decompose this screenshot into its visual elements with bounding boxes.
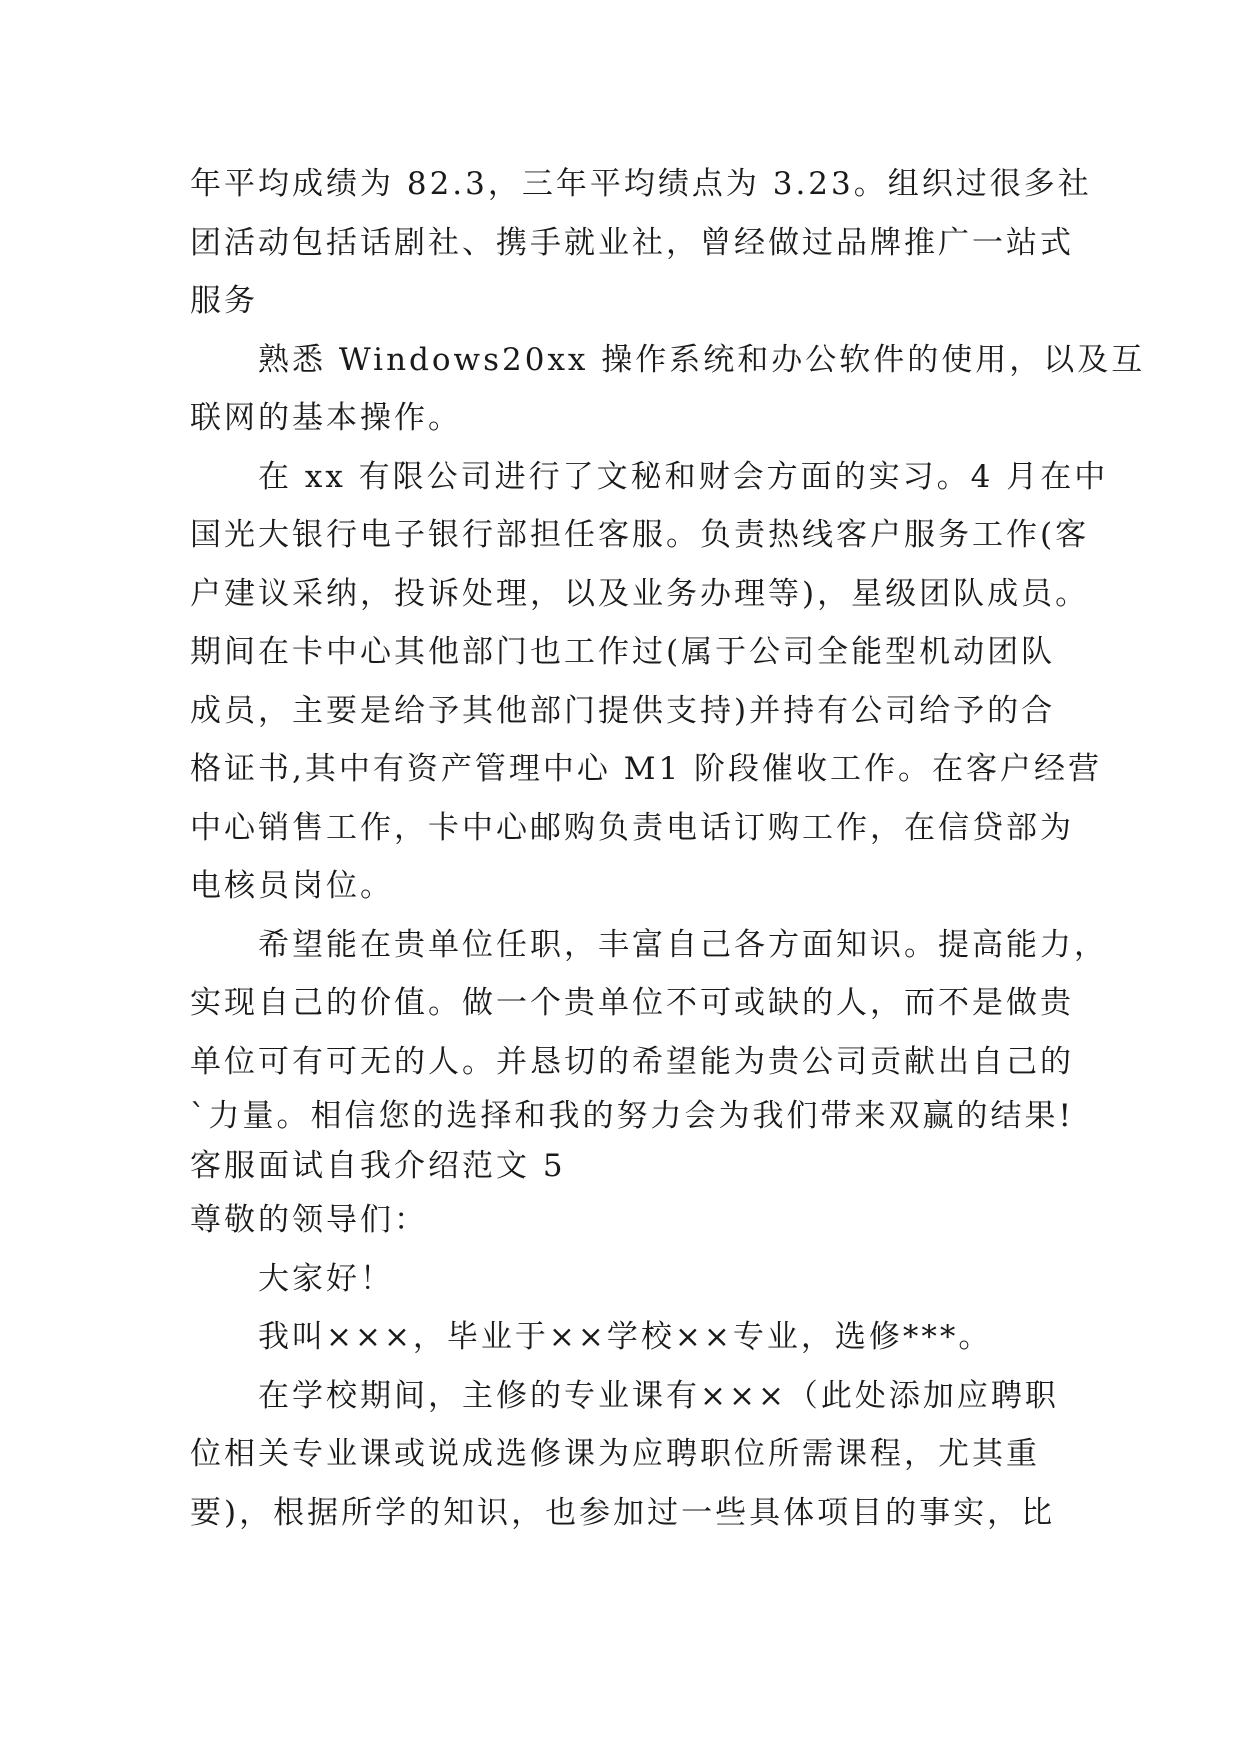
text-line: `力量。相信您的选择和我的努力会为我们带来双赢的结果! — [190, 1098, 1074, 1134]
text-line: 位相关专业课或说成选修课为应聘职位所需课程，尤其重 — [190, 1436, 1040, 1472]
paragraph-start-line: 希望能在贵单位任职，丰富自己各方面知识。提高能力， — [258, 926, 1108, 963]
text-line: 实现自己的价值。做一个贵单位不可或缺的人，而不是做贵 — [190, 985, 1074, 1021]
text-line: 服务 — [190, 283, 258, 319]
text-line: 年平均成绩为 82.3，三年平均绩点为 3.23。组织过很多社 — [190, 166, 1092, 202]
section-heading: 客服面试自我介绍范文 5 — [190, 1148, 566, 1184]
text-line: 期间在卡中心其他部门也工作过(属于公司全能型机动团队 — [190, 634, 1056, 670]
text-line: 团活动包括话剧社、携手就业社，曾经做过品牌推广一站式 — [190, 224, 1074, 261]
text-line: 联网的基本操作。 — [190, 400, 462, 436]
text-line: 中心销售工作，卡中心邮购负责电话订购工作，在信贷部为 — [190, 809, 1074, 846]
text-line: 成员，主要是给予其他部门提供支持)并持有公司给予的合 — [190, 692, 1056, 729]
greeting: 大家好！ — [258, 1260, 394, 1297]
text-line: 单位可有可无的人。并恳切的希望能为贵公司贡献出自己的 — [190, 1043, 1074, 1080]
text-line: 格证书,其中有资产管理中心 M1 阶段催收工作。在客户经营 — [190, 751, 1103, 787]
paragraph-start-line: 熟悉 Windows20xx 操作系统和办公软件的使用，以及互 — [258, 341, 1146, 378]
text-line: 要)，根据所学的知识，也参加过一些具体项目的事实，比 — [190, 1494, 1056, 1531]
paragraph-start-line: 在 xx 有限公司进行了文秘和财会方面的实习。4 月在中 — [258, 458, 1109, 495]
text-line: 电核员岗位。 — [190, 868, 394, 904]
paragraph-start-line: 我叫×××，毕业于××学校××专业，选修***。 — [258, 1319, 993, 1355]
document-body — [190, 155, 1146, 1542]
salutation: 尊敬的领导们： — [190, 1202, 428, 1238]
text-line: 国光大银行电子银行部担任客服。负责热线客户服务工作(客 — [190, 517, 1090, 553]
paragraph-start-line: 在学校期间，主修的专业课有×××（此处添加应聘职 — [258, 1377, 1059, 1414]
text-line: 户建议采纳，投诉处理，以及业务办理等)，星级团队成员。 — [190, 575, 1090, 612]
